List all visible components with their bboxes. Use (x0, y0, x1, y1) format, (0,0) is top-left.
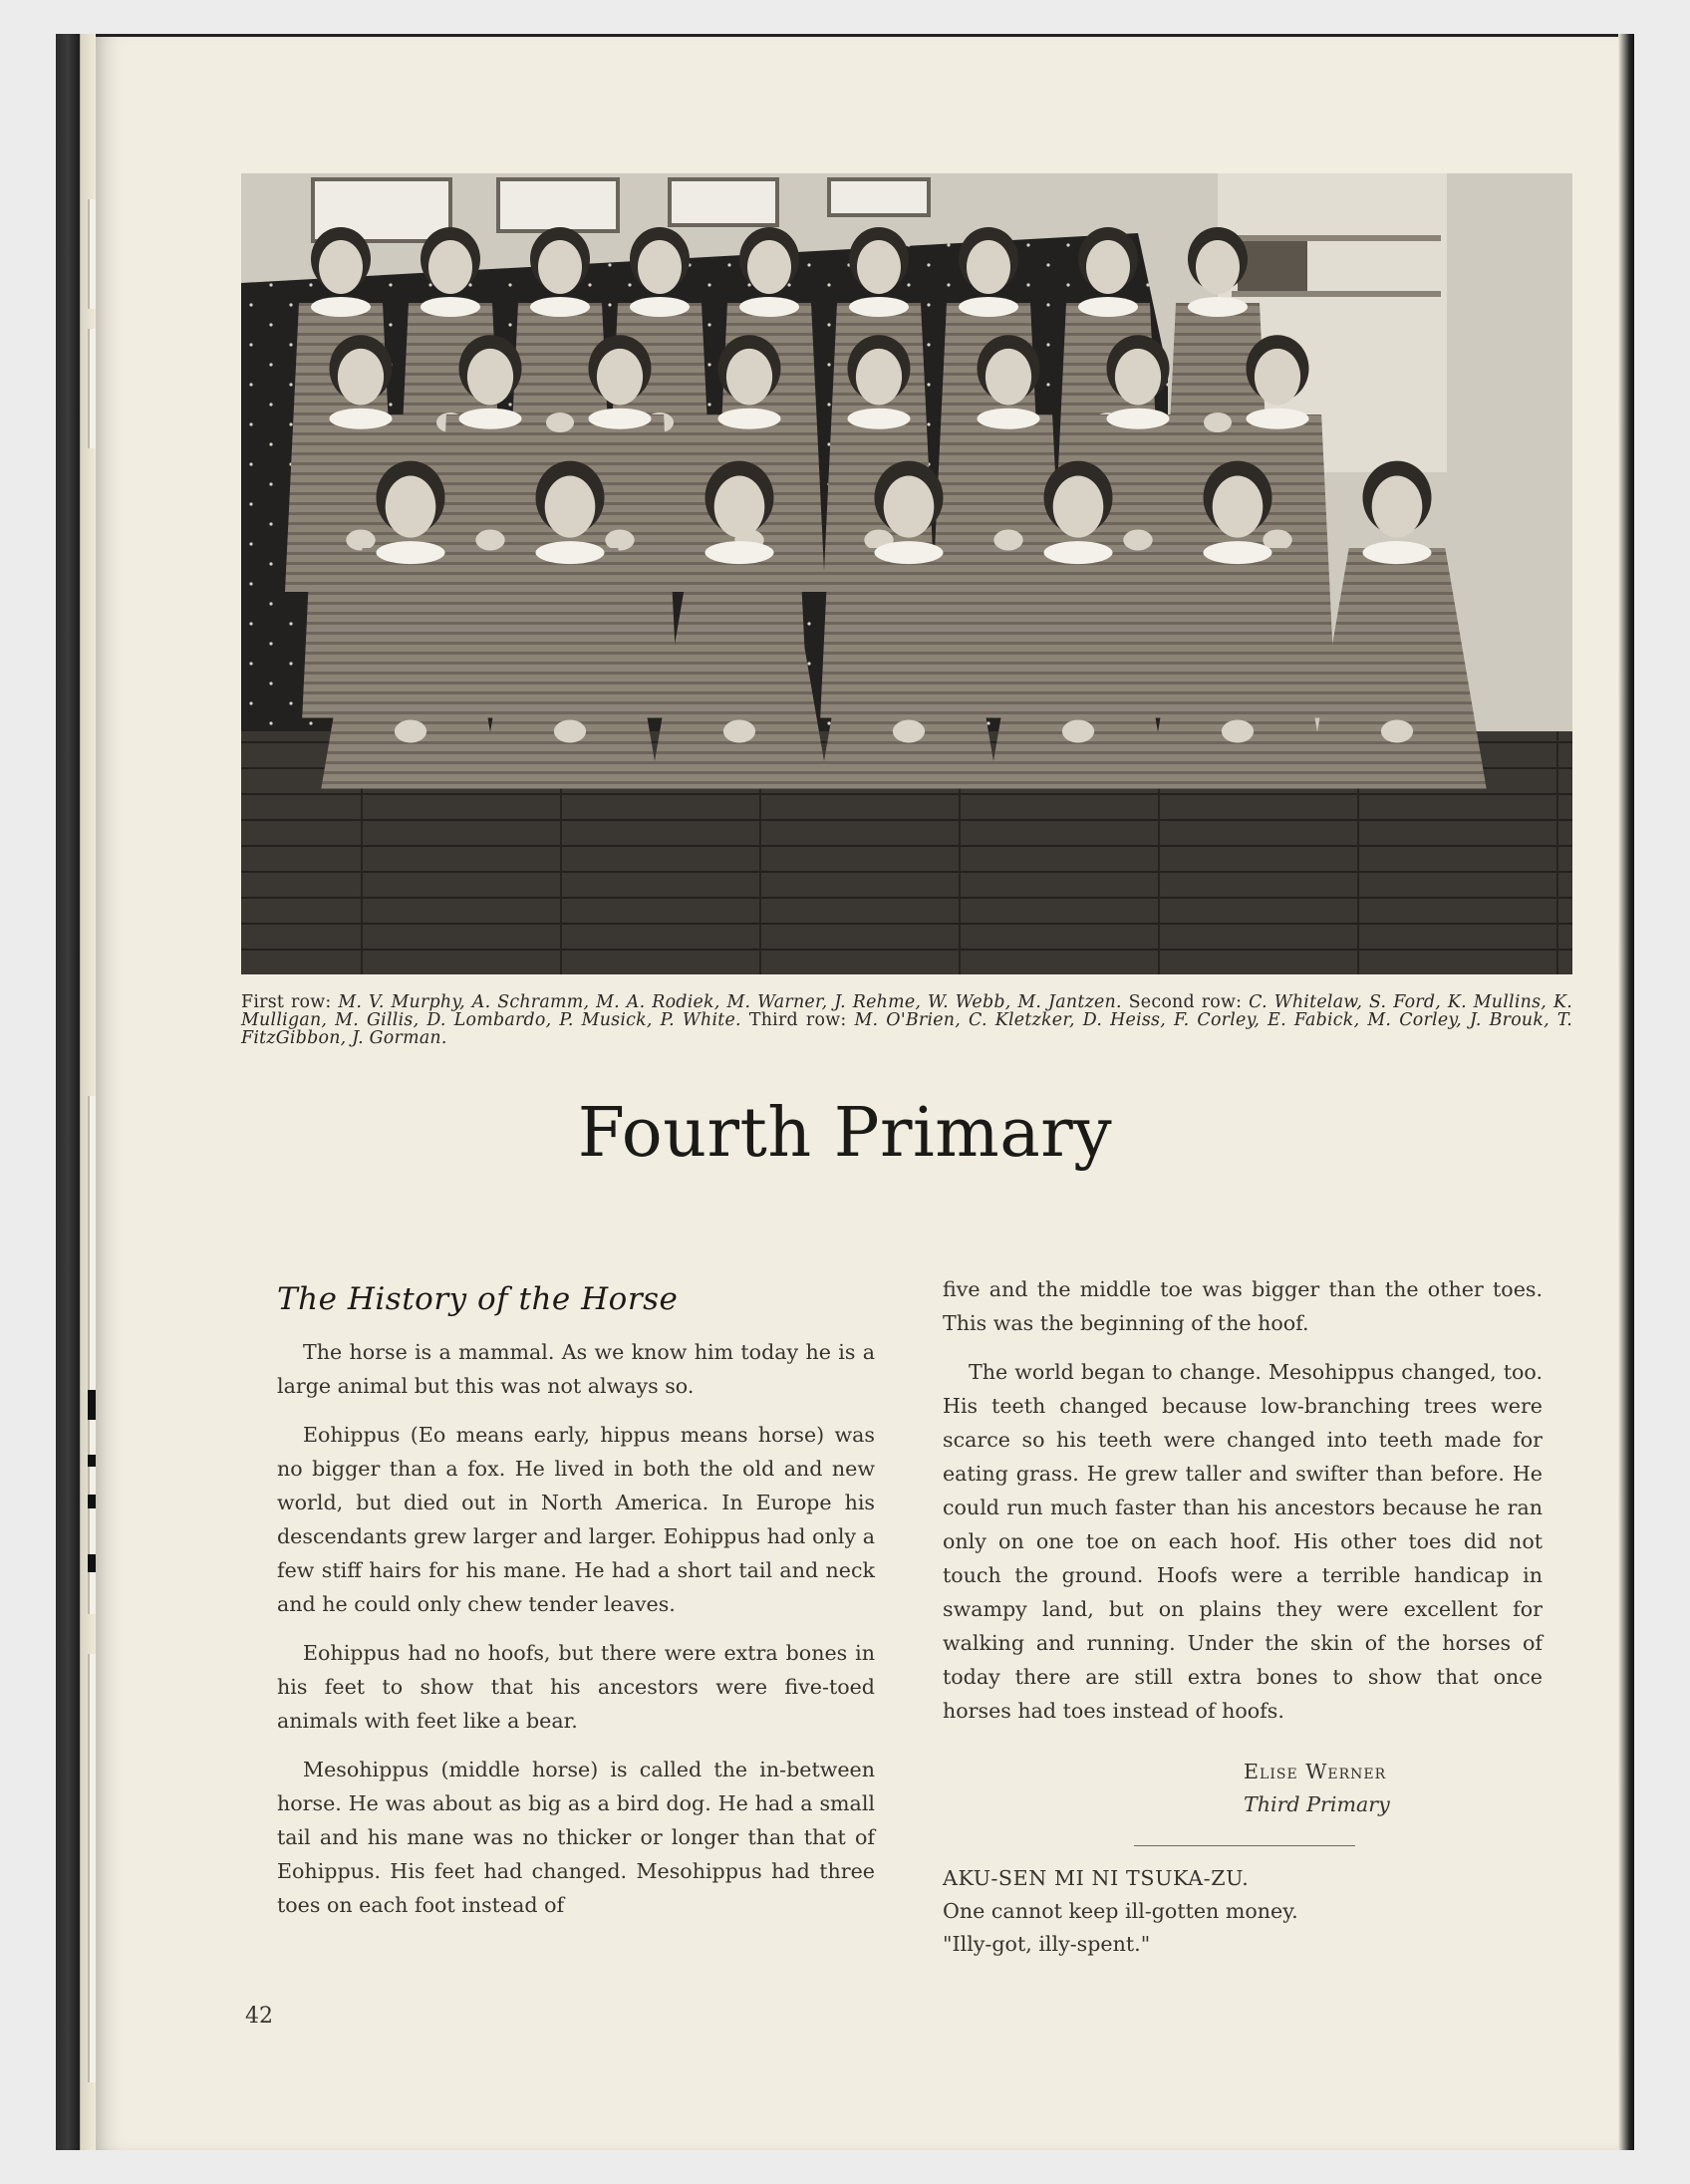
proverb-japanese: AKU-SEN MI NI TSUKA-ZU. (943, 1866, 1250, 1890)
face (726, 349, 772, 406)
face (1255, 349, 1300, 406)
page-top-edge (96, 34, 1634, 37)
face (857, 240, 901, 294)
caption-first-row-label: First row: (241, 992, 332, 1012)
face (338, 349, 384, 406)
article-paragraph: The horse is a mammal. As we know him today he is a large animal but this was not always so. (277, 1340, 875, 1398)
collar (849, 297, 909, 317)
article-paragraph: Eohippus (Eo means early, hippus means horse) was no bigger than a fox. He lived in both the old and new world, but died out in North America. In Europe his descendants grew larger and larger. Eohippus had only a few stiff hairs for his mane. He had a short tail and neck and he could only chew tender leaves. (277, 1423, 875, 1616)
article-paragraph: The world began to change. Mesohippus changed, too. His teeth changed because low-branching trees were scarce so his teeth were changed into teeth made for eating grass. He grew taller and swifter than before. He could run much faster than his ancestors because he ran only on one toe on each hoof. His other toes did not touch the ground. Hoofs were a terrible handicap in swampy land, but on plains they were excellent for walking and running. Under the skin of the horses of today there are still extra bones to show that once horses had toes instead of hoofs. (943, 1360, 1543, 1723)
face (1053, 476, 1104, 538)
hands (723, 720, 755, 743)
hands (893, 720, 925, 743)
proverb-saying: "Illy-got, illy-spent." (943, 1932, 1151, 1956)
hands (395, 720, 426, 743)
hands (554, 720, 586, 743)
face (986, 349, 1031, 406)
collar (1078, 297, 1138, 317)
collar (311, 297, 371, 317)
class-photograph-image (241, 173, 1572, 974)
hands (993, 530, 1022, 551)
face (747, 240, 791, 294)
face (319, 240, 363, 294)
face (1086, 240, 1130, 294)
article-paragraph: Mesohippus (middle horse) is called the in-between horse. He was about as big as a bird dog. He had a small tail and his mane was no thicker or longer than that of Eohippus. His feet had changed. Mesohippus had three toes on each foot instead of (277, 1758, 875, 1917)
caption-first-row-names: M. V. Murphy, A. Schramm, M. A. Rodiek, M. Warner, J. Rehme, W. Webb, M. Jantzen. (338, 992, 1122, 1012)
collar (1204, 541, 1272, 564)
hands (1222, 720, 1254, 743)
face (1372, 476, 1423, 538)
caption-third-row-names: M. O'Brien, C. Kletzker, D. Heiss, F. Corley, E. Fabick, M. Corley, J. Brouk, T. FitzGibbon, J. Gorman. (241, 1010, 1573, 1048)
face (545, 476, 596, 538)
collar (739, 297, 799, 317)
proverb (943, 1862, 1541, 1961)
face (597, 349, 643, 406)
face (967, 240, 1010, 294)
wall-picture-frame (670, 179, 777, 225)
wall-picture-frame (829, 179, 929, 215)
collar (978, 409, 1040, 429)
face (884, 476, 935, 538)
face (428, 240, 472, 294)
hands (1123, 530, 1152, 551)
face (856, 349, 902, 406)
caption-third-row-label: Third row: (748, 1010, 847, 1030)
collar (530, 297, 590, 317)
face (538, 240, 582, 294)
collar (705, 541, 774, 564)
face (714, 476, 765, 538)
face (1213, 476, 1264, 538)
collar (1188, 297, 1248, 317)
article-left-column (277, 1335, 875, 1937)
hands (1062, 720, 1094, 743)
author-name: Elise Werner (1244, 1760, 1387, 1783)
face (467, 349, 513, 406)
collar (330, 409, 393, 429)
wall-picture-frame (498, 179, 618, 231)
collar (459, 409, 522, 429)
face (1115, 349, 1161, 406)
collar (589, 409, 652, 429)
hands (1381, 720, 1413, 743)
hands (1204, 412, 1232, 432)
article-signature (1244, 1756, 1390, 1821)
collar (1363, 541, 1432, 564)
page-heading: Fourth Primary (577, 1094, 1113, 1173)
collar (421, 297, 480, 317)
caption-second-row-label: Second row: (1128, 992, 1243, 1012)
face (386, 476, 436, 538)
article-paragraph: five and the middle toe was bigger than the other toes. This was the beginning of the hoof. (943, 1277, 1543, 1335)
hands (346, 530, 375, 551)
face (1196, 240, 1240, 294)
collar (848, 409, 911, 429)
hands (475, 530, 504, 551)
proverb-translation: One cannot keep ill-gotten money. (943, 1899, 1298, 1923)
collar (875, 541, 944, 564)
page-right-edge (1618, 34, 1634, 2150)
bookshelf (1232, 235, 1441, 241)
face (638, 240, 682, 294)
caption-second-row-names: C. Whitelaw, S. Ford, K. Mullins, K. Mulligan, M. Gillis, D. Lombardo, P. Musick, P. White. (241, 992, 1572, 1030)
author-grade: Third Primary (1244, 1792, 1390, 1816)
hands (546, 412, 574, 432)
books (1238, 241, 1307, 291)
collar (1044, 541, 1113, 564)
page-number: 42 (245, 2004, 273, 2029)
article-paragraph: Eohippus had no hoofs, but there were extra bones in his feet to show that his ancestors were five-toed animals with feet like a bear. (277, 1641, 875, 1733)
collar (377, 541, 445, 564)
section-divider (1134, 1845, 1355, 1846)
hands (605, 530, 634, 551)
collar (1247, 409, 1309, 429)
photo-caption (241, 993, 1572, 1047)
class-photograph (241, 173, 1572, 974)
article-right-column (943, 1272, 1543, 1743)
article-title: The History of the Horse (277, 1281, 679, 1317)
collar (959, 297, 1018, 317)
collar (1107, 409, 1170, 429)
bookshelf (1232, 291, 1441, 297)
collar (718, 409, 781, 429)
collar (630, 297, 690, 317)
collar (536, 541, 605, 564)
